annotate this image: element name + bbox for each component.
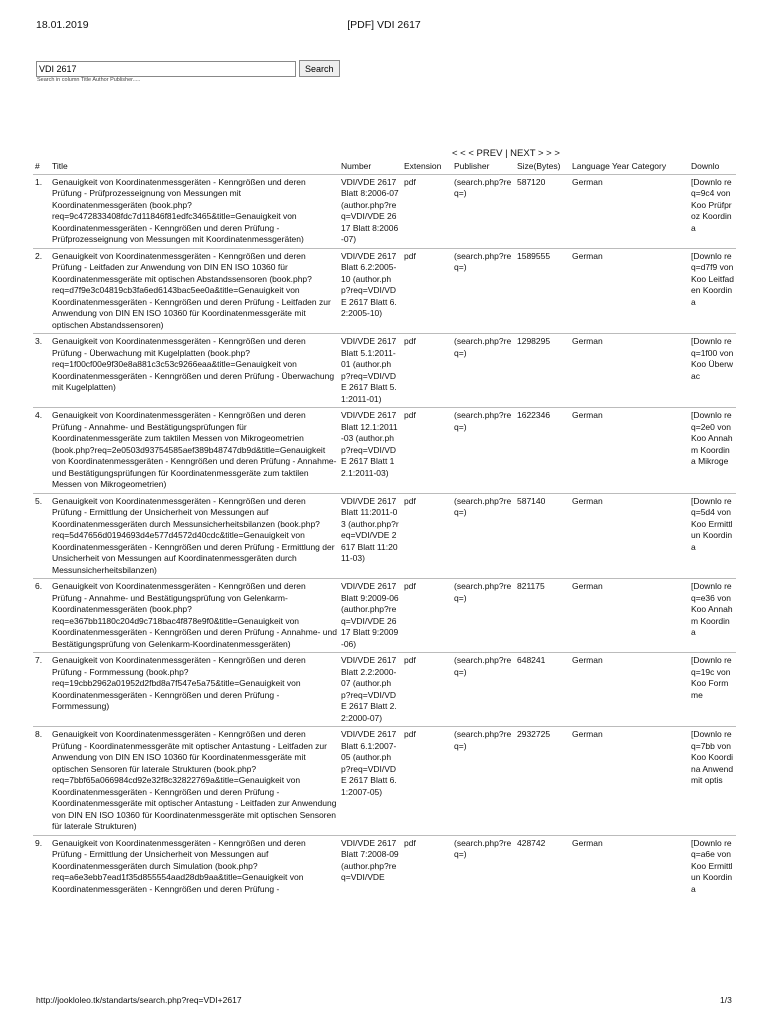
row-number: 1. [33, 174, 50, 248]
row-download[interactable]: [Downlo req=7bb von Koo Koordina Anwend mit optis [689, 727, 736, 836]
row-download[interactable]: [Downlo req=2e0 von Koo Annahm Koordina Mikroge [689, 408, 736, 494]
row-size: 587140 [515, 493, 570, 579]
row-publisher[interactable]: (search.php?req=) [452, 579, 515, 653]
row-download[interactable]: [Downlo req=e36 von Koo Annahm Koordina [689, 579, 736, 653]
col-size[interactable]: Size(Bytes) [515, 160, 570, 174]
footer-url: http://jookloleo.tk/standarts/search.php?req=VDI+2617 [36, 995, 242, 1005]
row-extension: pdf [402, 727, 452, 836]
row-extension: pdf [402, 174, 452, 248]
row-size: 2932725 [515, 727, 570, 836]
row-title[interactable]: Genauigkeit von Koordinatenmessgeräten - Kenngrößen und deren Prüfung - Formmessung (book.php?req=19cbb2962a01952d2fbd8a7f547e5a75&title=Genauigkeit von Koordinatenmessgeräten - Kenngrößen und deren Prüfung - Formmessung) [50, 653, 339, 727]
row-publisher[interactable]: (search.php?req=) [452, 334, 515, 408]
row-standard-number[interactable]: VDI/VDE 2617 Blatt 6.2:2005-10 (author.php?req=VDI/VDE 2617 Blatt 6.2:2005-10) [339, 248, 402, 334]
footer-page: 1/3 [720, 995, 732, 1005]
row-publisher[interactable]: (search.php?req=) [452, 174, 515, 248]
row-download[interactable]: [Downlo req=a6e von Koo Ermittlun Koordina [689, 835, 736, 897]
search-input[interactable] [36, 61, 296, 77]
col-publisher[interactable]: Publisher [452, 160, 515, 174]
col-category[interactable]: Category [631, 161, 667, 171]
row-extension: pdf [402, 408, 452, 494]
search-hint: Search in column Title Author Publisher..... [37, 77, 141, 83]
row-language: German [570, 493, 689, 579]
col-title[interactable]: Title [50, 160, 339, 174]
row-title[interactable]: Genauigkeit von Koordinatenmessgeräten - Kenngrößen und deren Prüfung - Annahme- und Bestätigungsprüfung von Gelenkarm-Koordinatenmessgeräten (book.php?req=e367bb1180c204d9c718bac4f878e9f0&title=Genauigkeit von Koordinatenmessgeräten - Kenngrößen und deren Prüfung - Annahme- und Bestätigungsprüfung von Gelenkarm-Koordinatenmessgeräten) [50, 579, 339, 653]
search-bar [36, 60, 340, 77]
row-number: 9. [33, 835, 50, 897]
row-title[interactable]: Genauigkeit von Koordinatenmessgeräten - Kenngrößen und deren Prüfung - Prüfprozesseignung von Messungen mit Koordinatenmessgeräten (book.php?req=9c472833408fdc7d11846f81edfc3465&title=Genauigkeit von Koordinatenmessgeräten - Kenngrößen und deren Prüfung - Prüfprozesseignung von Messungen mit Koordinatenmessgeräten) [50, 174, 339, 248]
row-download[interactable]: [Downlo req=1f00 von Koo Überwac [689, 334, 736, 408]
row-standard-number[interactable]: VDI/VDE 2617 Blatt 6.1:2007-05 (author.php?req=VDI/VDE 2617 Blatt 6.1:2007-05) [339, 727, 402, 836]
row-extension: pdf [402, 579, 452, 653]
row-title[interactable]: Genauigkeit von Koordinatenmessgeräten - Kenngrößen und deren Prüfung - Leitfaden zur Anwendung von DIN EN ISO 10360 für Koordinatenmessgeräte mit optischen Abstandssensoren (book.php?req=d7f9e3c04819cb3fa6ed6143bac5ee0a&title=Genauigkeit von Koordinatenmessgeräten - Kenngrößen und deren Prüfung - Leitfaden zur Anwendung von DIN EN ISO 10360 für Koordinatenmessgeräte mit optischen Abstandssensoren) [50, 248, 339, 334]
table-row [33, 493, 736, 579]
row-title[interactable]: Genauigkeit von Koordinatenmessgeräten - Kenngrößen und deren Prüfung - Koordinatenmessgeräte mit optischer Antastung - Leitfaden zur Anwendung von DIN EN ISO 10360 für Koordinatenmessgeräte mit optischen Sensoren für laterale Strukturen (book.php?req=7bbf65a066984cd92e32f8c32822769a&title=Genauigkeit von Koordinatenmessgeräten - Kenngrößen und deren Prüfung - Koordinatenmessgeräte mit optischer Antastung - Leitfaden zur Anwendung von DIN EN ISO 10360 für Koordinatenmessgeräte mit optischen Sensoren für laterale Strukturen) [50, 727, 339, 836]
row-title[interactable]: Genauigkeit von Koordinatenmessgeräten - Kenngrößen und deren Prüfung - Überwachung mit Kugelplatten (book.php?req=1f00cf00e9f30e8a881c3c53c9266eaa&title=Genauigkeit von Koordinatenmessgeräten - Kenngrößen und deren Prüfung - Überwachung mit Kugelplatten) [50, 334, 339, 408]
row-publisher[interactable]: (search.php?req=) [452, 653, 515, 727]
row-language: German [570, 653, 689, 727]
row-number: 7. [33, 653, 50, 727]
row-size: 428742 [515, 835, 570, 897]
row-language: German [570, 248, 689, 334]
table-row [33, 727, 736, 836]
row-publisher[interactable]: (search.php?req=) [452, 835, 515, 897]
row-standard-number[interactable]: VDI/VDE 2617 Blatt 8:2006-07 (author.php?req=VDI/VDE 2617 Blatt 8:2006-07) [339, 174, 402, 248]
row-size: 1589555 [515, 248, 570, 334]
row-publisher[interactable]: (search.php?req=) [452, 248, 515, 334]
results-table [33, 160, 736, 897]
table-row [33, 579, 736, 653]
col-extension[interactable]: Extension [402, 160, 452, 174]
col-download[interactable]: Downlo [689, 160, 736, 174]
col-number[interactable]: Number [339, 160, 402, 174]
row-extension: pdf [402, 653, 452, 727]
table-row [33, 835, 736, 897]
search-button[interactable]: Search [299, 60, 340, 77]
row-download[interactable]: [Downlo req=d7f9 von Koo Leitfaden Koordina [689, 248, 736, 334]
row-language: German [570, 579, 689, 653]
col-language-year-category[interactable] [570, 160, 689, 174]
row-standard-number[interactable]: VDI/VDE 2617 Blatt 11:2011-03 (author.php?req=VDI/VDE 2617 Blatt 11:2011-03) [339, 493, 402, 579]
row-standard-number[interactable]: VDI/VDE 2617 Blatt 7:2008-09 (author.php?req=VDI/VDE [339, 835, 402, 897]
table-row [33, 248, 736, 334]
row-size: 587120 [515, 174, 570, 248]
row-publisher[interactable]: (search.php?req=) [452, 408, 515, 494]
col-year[interactable]: Year [612, 161, 630, 171]
row-title[interactable]: Genauigkeit von Koordinatenmessgeräten - Kenngrößen und deren Prüfung - Annahme- und Bestätigungsprüfungen für Koordinatenmessgeräte zum taktilen Messen von Mikrogeometrien (book.php?req=2e0503d93754585aef389b48747db9d&title=Genauigkeit von Koordinatenmessgeräten - Kenngrößen und deren Prüfung - Annahme- und Bestätigungsprüfungen für Koordinatenmessgeräte zum taktilen Messen von Mikrogeometrien) [50, 408, 339, 494]
col-language[interactable]: Language [572, 161, 610, 171]
results-area [33, 160, 736, 975]
row-standard-number[interactable]: VDI/VDE 2617 Blatt 5.1:2011-01 (author.php?req=VDI/VDE 2617 Blatt 5.1:2011-01) [339, 334, 402, 408]
row-language: German [570, 174, 689, 248]
row-number: 3. [33, 334, 50, 408]
row-number: 2. [33, 248, 50, 334]
page-title: [PDF] VDI 2617 [347, 19, 421, 31]
row-number: 5. [33, 493, 50, 579]
row-language: German [570, 835, 689, 897]
pagination[interactable]: < < < PREV | NEXT > > > [452, 148, 560, 159]
row-standard-number[interactable]: VDI/VDE 2617 Blatt 12.1:2011-03 (author.php?req=VDI/VDE 2617 Blatt 12.1:2011-03) [339, 408, 402, 494]
row-download[interactable]: [Downlo req=19c von Koo Formme [689, 653, 736, 727]
row-publisher[interactable]: (search.php?req=) [452, 727, 515, 836]
row-size: 1622346 [515, 408, 570, 494]
row-extension: pdf [402, 835, 452, 897]
table-row [33, 408, 736, 494]
row-standard-number[interactable]: VDI/VDE 2617 Blatt 2.2:2000-07 (author.php?req=VDI/VDE 2617 Blatt 2.2:2000-07) [339, 653, 402, 727]
row-standard-number[interactable]: VDI/VDE 2617 Blatt 9:2009-06 (author.php?req=VDI/VDE 2617 Blatt 9:2009-06) [339, 579, 402, 653]
col-num[interactable]: # [33, 160, 50, 174]
row-download[interactable]: [Downlo req=5d4 von Koo Ermittlun Koordina [689, 493, 736, 579]
row-size: 1298295 [515, 334, 570, 408]
row-size: 821175 [515, 579, 570, 653]
table-row [33, 174, 736, 248]
row-language: German [570, 727, 689, 836]
table-row [33, 653, 736, 727]
row-number: 4. [33, 408, 50, 494]
row-title[interactable]: Genauigkeit von Koordinatenmessgeräten - Kenngrößen und deren Prüfung - Ermittlung der Unsicherheit von Messungen auf Koordinatenmessgeräten durch Simulation (book.php?req=a6e3ebb7ead1f35d855554aad28db9aa&title=Genauigkeit von Koordinatenmessgeräten - Kenngrößen und deren Prüfung - [50, 835, 339, 897]
row-title[interactable]: Genauigkeit von Koordinatenmessgeräten - Kenngrößen und deren Prüfung - Ermittlung der Unsicherheit von Messungen auf Koordinatenmessgeräten durch Messunsicherheitsbilanzen (book.php?req=5d47656d0194693d4e577d4572d40cdc&title=Genauigkeit von Koordinatenmessgeräten - Kenngrößen und deren Prüfung - Ermittlung der Unsicherheit von Messungen auf Koordinatenmessgeräten durch Messunsicherheitsbilanzen) [50, 493, 339, 579]
row-language: German [570, 408, 689, 494]
table-header-row [33, 160, 736, 174]
row-number: 6. [33, 579, 50, 653]
row-extension: pdf [402, 248, 452, 334]
row-extension: pdf [402, 493, 452, 579]
row-language: German [570, 334, 689, 408]
table-row [33, 334, 736, 408]
row-download[interactable]: [Downlo req=9c4 von Koo Prüfproz Koordina [689, 174, 736, 248]
row-size: 648241 [515, 653, 570, 727]
row-publisher[interactable]: (search.php?req=) [452, 493, 515, 579]
print-date: 18.01.2019 [36, 19, 89, 31]
row-extension: pdf [402, 334, 452, 408]
row-number: 8. [33, 727, 50, 836]
